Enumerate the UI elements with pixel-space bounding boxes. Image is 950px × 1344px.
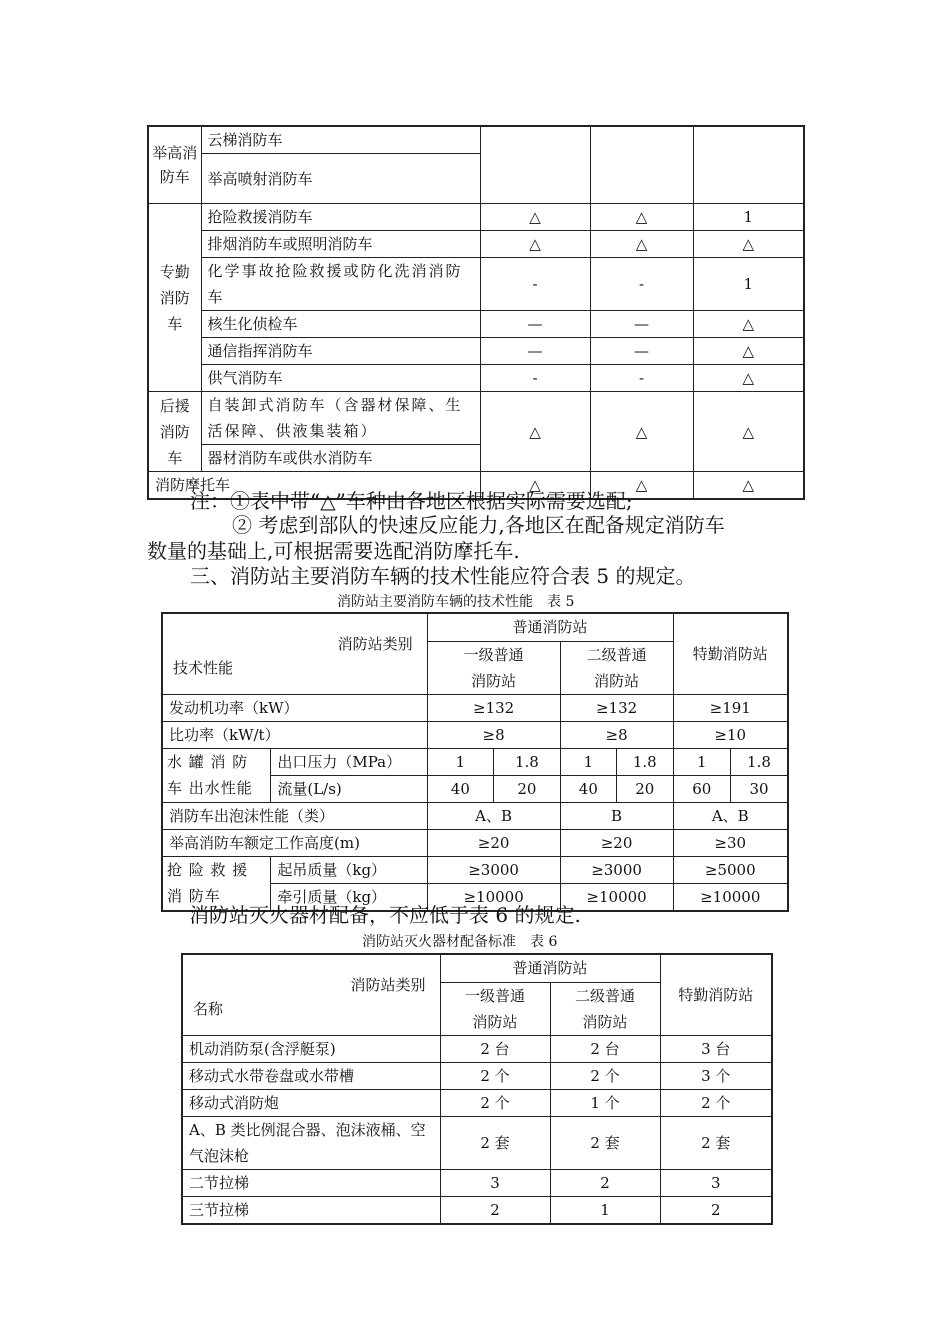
header-level2: 二级普通 消防站 — [560, 641, 673, 694]
row-label: 机动消防泵(含浮艇泵) — [182, 1035, 440, 1062]
vehicle-name: 化学事故抢险救援或防化洗消消防车 — [201, 258, 480, 311]
header-category: 消防站类别 — [350, 975, 426, 994]
value-cell: 3 台 — [660, 1035, 772, 1062]
header-special: 特勤消防站 — [673, 613, 788, 694]
value-cell: 2 台 — [440, 1035, 550, 1062]
value-cell: ≥5000 — [673, 856, 788, 883]
value-cell: 30 — [730, 775, 788, 802]
value-cell: 1.8 — [617, 748, 673, 775]
value-cell: △ — [693, 392, 804, 472]
value-cell: ≥20 — [560, 829, 673, 856]
value-cell: 2 套 — [550, 1116, 660, 1169]
group-cell: 举高消防车 — [148, 126, 201, 204]
header-special: 特勤消防站 — [660, 954, 772, 1035]
value-cell: 1 — [673, 748, 730, 775]
value-cell: 3 个 — [660, 1062, 772, 1089]
value-cell: △ — [590, 472, 693, 500]
value-cell: ≥30 — [673, 829, 788, 856]
value-cell: - — [590, 365, 693, 392]
value-cell: △ — [480, 204, 590, 231]
vehicle-name: 核生化侦检车 — [201, 311, 480, 338]
row-label: 牵引质量（kg） — [271, 883, 427, 911]
row-group-label: 水 罐 消 防 车 出水性能 — [162, 748, 271, 802]
row-label: 举高消防车额定工作高度(m) — [162, 829, 427, 856]
value-cell: △ — [480, 231, 590, 258]
value-cell: △ — [693, 338, 804, 365]
row-label: 比功率（kW/t） — [162, 721, 427, 748]
value-cell: 2 个 — [440, 1062, 550, 1089]
value-cell: 2 个 — [660, 1089, 772, 1116]
value-cell: △ — [693, 365, 804, 392]
value-cell: ≥10 — [673, 721, 788, 748]
note-1: 注：①表中带“△”车种由各地区根据实际需要选配; — [190, 489, 633, 513]
table-5 — [161, 612, 789, 912]
value-cell: 2 套 — [440, 1116, 550, 1169]
header-perf: 技术性能 — [173, 658, 234, 677]
value-cell: △ — [590, 392, 693, 472]
row-label: 起吊质量（kg） — [271, 856, 427, 883]
row-label: 移动式水带卷盘或水带槽 — [182, 1062, 440, 1089]
value-cell — [693, 126, 804, 204]
value-cell: 3 — [660, 1169, 772, 1196]
value-cell: 2 台 — [550, 1035, 660, 1062]
row-label: 消防车出泡沫性能（类） — [162, 802, 427, 829]
value-cell: 40 — [427, 775, 494, 802]
value-cell: 20 — [617, 775, 673, 802]
value-cell: - — [590, 258, 693, 311]
value-cell: — — [590, 311, 693, 338]
table5-caption: 消防站主要消防车辆的技术性能 表 5 — [337, 594, 575, 610]
vehicle-table — [147, 125, 805, 500]
value-cell: ≥132 — [427, 694, 560, 721]
vehicle-name: 排烟消防车或照明消防车 — [201, 231, 480, 258]
value-cell: 2 — [660, 1196, 772, 1224]
table6-intro: 消防站灭火器材配备，不应低于表 6 的规定. — [189, 903, 581, 927]
value-cell: A、B — [427, 802, 560, 829]
value-cell: 2 个 — [440, 1089, 550, 1116]
value-cell: 1 — [550, 1196, 660, 1224]
value-cell: 2 — [440, 1196, 550, 1224]
value-cell: △ — [590, 231, 693, 258]
row-group-label: 抢 险 救 援 消 防车 — [162, 856, 271, 911]
value-cell: ≥10000 — [560, 883, 673, 911]
row-label: 移动式消防炮 — [182, 1089, 440, 1116]
note-2-cont: 数量的基础上,可根据需要选配消防摩托车. — [147, 539, 520, 563]
table6-caption: 消防站灭火器材配备标准 表 6 — [362, 934, 558, 950]
vehicle-name: 自装卸式消防车（含器材保障、生活保障、供液集装箱） — [201, 392, 480, 445]
vehicle-name: 通信指挥消防车 — [201, 338, 480, 365]
group-cell: 后援消防车 — [148, 392, 201, 472]
value-cell: - — [480, 365, 590, 392]
value-cell: ≥8 — [560, 721, 673, 748]
value-cell: — — [480, 338, 590, 365]
section-3: 三、消防站主要消防车辆的技术性能应符合表 5 的规定。 — [190, 564, 696, 588]
row-label: 发动机功率（kW） — [162, 694, 427, 721]
value-cell: 2 — [550, 1169, 660, 1196]
value-cell: ≥20 — [427, 829, 560, 856]
vehicle-name: 举高喷射消防车 — [201, 154, 480, 204]
vehicle-name: 抢险救援消防车 — [201, 204, 480, 231]
value-cell: 20 — [494, 775, 561, 802]
vehicle-name: 器材消防车或供水消防车 — [201, 445, 480, 472]
value-cell: ≥3000 — [560, 856, 673, 883]
value-cell: 40 — [560, 775, 616, 802]
value-cell: 3 — [440, 1169, 550, 1196]
value-cell: ≥8 — [427, 721, 560, 748]
vehicle-name: 供气消防车 — [201, 365, 480, 392]
vehicle-name: 消防摩托车 — [148, 472, 480, 500]
value-cell: B — [560, 802, 673, 829]
value-cell: 2 套 — [660, 1116, 772, 1169]
header-diagonal-cell — [182, 954, 440, 1035]
value-cell: 1.8 — [494, 748, 561, 775]
value-cell: ≥191 — [673, 694, 788, 721]
value-cell: △ — [693, 472, 804, 500]
value-cell: 1 — [693, 204, 804, 231]
value-cell — [480, 126, 590, 204]
row-label: 出口压力（MPa） — [271, 748, 427, 775]
value-cell: △ — [480, 472, 590, 500]
value-cell: A、B — [673, 802, 788, 829]
row-label: 三节拉梯 — [182, 1196, 440, 1224]
value-cell: ≥10000 — [673, 883, 788, 911]
note-2: ② 考虑到部队的快速反应能力,各地区在配备规定消防车 — [232, 513, 725, 537]
value-cell: - — [480, 258, 590, 311]
value-cell: 1 — [427, 748, 494, 775]
header-normal: 普通消防站 — [427, 613, 673, 641]
header-name: 名称 — [193, 999, 224, 1018]
group-cell: 专勤消防车 — [148, 204, 201, 392]
value-cell: 60 — [673, 775, 730, 802]
row-label: 流量(L/s) — [271, 775, 427, 802]
header-level2: 二级普通 消防站 — [550, 982, 660, 1035]
value-cell: 1 个 — [550, 1089, 660, 1116]
value-cell: ≥132 — [560, 694, 673, 721]
value-cell: 1 — [560, 748, 616, 775]
header-category: 消防站类别 — [337, 634, 413, 653]
value-cell: △ — [590, 204, 693, 231]
vehicle-name: 云梯消防车 — [201, 126, 480, 154]
value-cell: △ — [693, 311, 804, 338]
value-cell: 1 — [693, 258, 804, 311]
header-level1: 一级普通 消防站 — [440, 982, 550, 1035]
value-cell: 1.8 — [730, 748, 788, 775]
row-label: 二节拉梯 — [182, 1169, 440, 1196]
value-cell: △ — [480, 392, 590, 472]
value-cell: ≥3000 — [427, 856, 560, 883]
header-diagonal-cell — [162, 613, 427, 694]
value-cell: — — [590, 338, 693, 365]
header-normal: 普通消防站 — [440, 954, 660, 982]
value-cell — [590, 126, 693, 204]
value-cell: — — [480, 311, 590, 338]
value-cell: 2 个 — [550, 1062, 660, 1089]
header-level1: 一级普通 消防站 — [427, 641, 560, 694]
table-6 — [181, 953, 773, 1225]
row-label: A、B 类比例混合器、泡沫液桶、空气泡沫枪 — [182, 1116, 440, 1169]
value-cell: ≥10000 — [427, 883, 560, 911]
value-cell: △ — [693, 231, 804, 258]
